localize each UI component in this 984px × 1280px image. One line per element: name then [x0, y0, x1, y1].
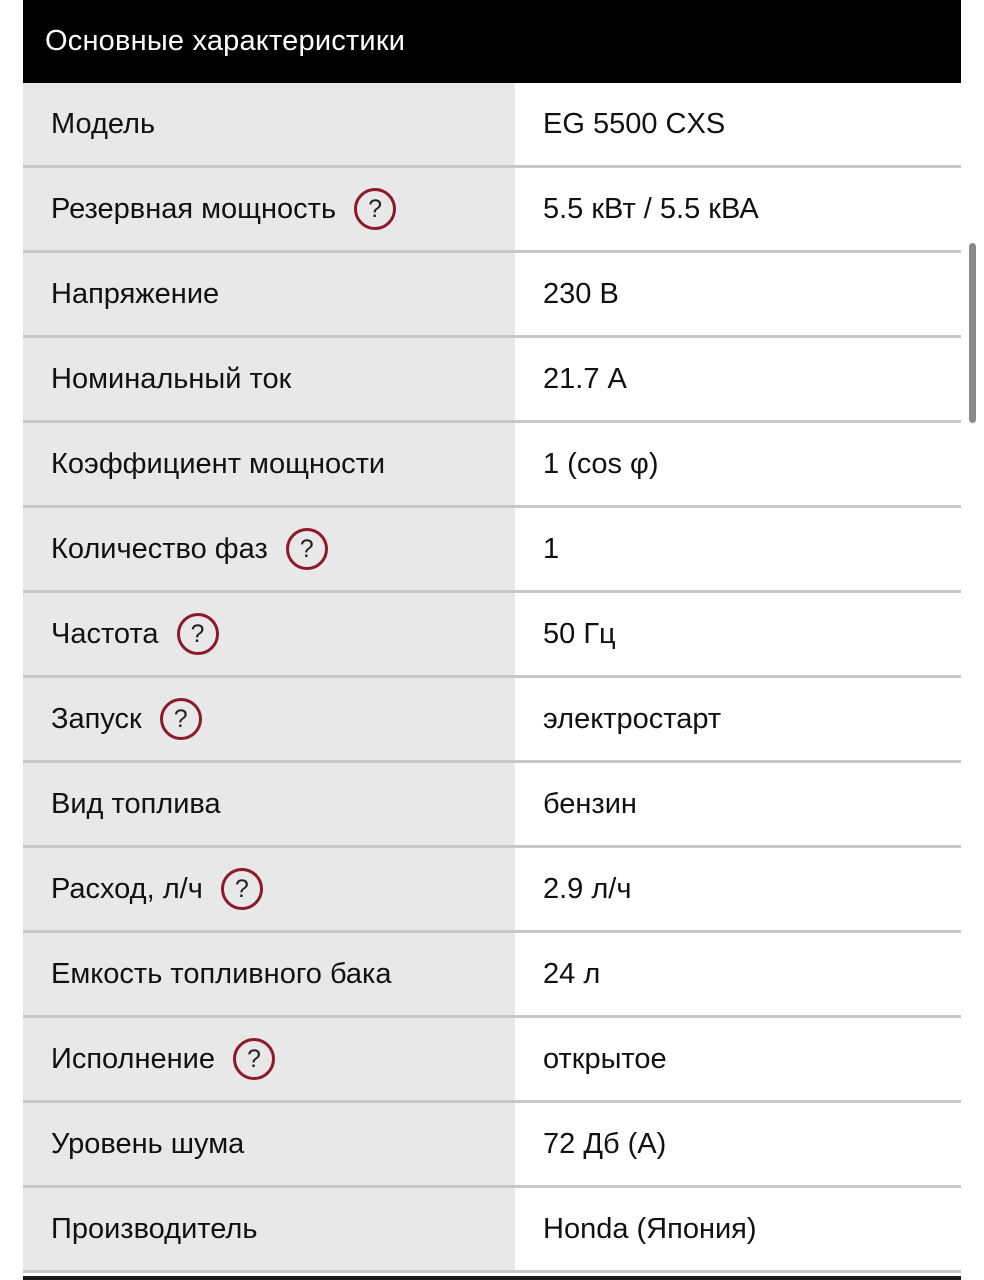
spec-value: бензин	[543, 787, 637, 820]
question-mark-icon[interactable]: ?	[160, 698, 202, 740]
spec-label: Номинальный ток	[51, 362, 292, 395]
spec-label-cell	[23, 508, 515, 590]
spec-value-cell	[515, 253, 961, 335]
spec-row	[23, 678, 961, 763]
spec-label-cell	[23, 168, 515, 250]
question-mark-icon[interactable]: ?	[177, 613, 219, 655]
spec-label-cell	[23, 593, 515, 675]
specs-table	[23, 0, 961, 1273]
spec-row	[23, 508, 961, 593]
spec-value: EG 5500 CXS	[543, 107, 726, 140]
spec-row	[23, 1103, 961, 1188]
spec-value-cell	[515, 83, 961, 165]
spec-value: 230 В	[543, 277, 619, 310]
spec-label-cell	[23, 253, 515, 335]
spec-value-cell	[515, 423, 961, 505]
spec-row	[23, 83, 961, 168]
spec-value-cell	[515, 168, 961, 250]
spec-value: 50 Гц	[543, 617, 616, 650]
spec-value: 5.5 кВт / 5.5 кВА	[543, 192, 759, 225]
spec-label: Коэффициент мощности	[51, 447, 386, 480]
specs-header	[23, 0, 961, 83]
question-mark-icon[interactable]: ?	[233, 1038, 275, 1080]
specs-rows	[23, 83, 961, 1273]
spec-label-cell	[23, 678, 515, 760]
spec-row	[23, 933, 961, 1018]
spec-value: 72 Дб (А)	[543, 1127, 667, 1160]
spec-value: открытое	[543, 1042, 667, 1075]
spec-label-cell	[23, 83, 515, 165]
spec-value-cell	[515, 933, 961, 1015]
spec-label-cell	[23, 848, 515, 930]
spec-row	[23, 848, 961, 933]
spec-value-cell	[515, 1188, 961, 1270]
spec-label-cell	[23, 1103, 515, 1185]
spec-row	[23, 168, 961, 253]
spec-value: электростарт	[543, 702, 722, 735]
spec-value-cell	[515, 593, 961, 675]
spec-label-cell	[23, 338, 515, 420]
spec-label: Количество фаз	[51, 532, 268, 565]
spec-value-cell	[515, 338, 961, 420]
question-mark-icon[interactable]: ?	[221, 868, 263, 910]
spec-row	[23, 423, 961, 508]
spec-row	[23, 338, 961, 423]
spec-row	[23, 253, 961, 338]
spec-row	[23, 1188, 961, 1273]
spec-value: 1	[543, 532, 560, 565]
spec-label: Модель	[51, 107, 156, 140]
question-mark-icon[interactable]: ?	[286, 528, 328, 570]
spec-value: 24 л	[543, 957, 601, 990]
spec-value-cell	[515, 508, 961, 590]
spec-label: Расход, л/ч	[51, 872, 203, 905]
specs-title: Основные характеристики	[45, 25, 406, 57]
spec-row	[23, 1018, 961, 1103]
spec-label-cell	[23, 1018, 515, 1100]
table-bottom-divider	[23, 1276, 961, 1280]
spec-value: Honda (Япония)	[543, 1212, 757, 1245]
spec-value-cell	[515, 678, 961, 760]
spec-value: 1 (cos φ)	[543, 447, 659, 480]
spec-value: 2.9 л/ч	[543, 872, 632, 905]
scrollbar-thumb[interactable]	[969, 243, 976, 423]
spec-value-cell	[515, 763, 961, 845]
spec-value: 21.7 А	[543, 362, 627, 395]
spec-label: Вид топлива	[51, 787, 221, 820]
spec-label-cell	[23, 423, 515, 505]
spec-label: Исполнение	[51, 1042, 215, 1075]
question-mark-icon[interactable]: ?	[354, 188, 396, 230]
spec-value-cell	[515, 1018, 961, 1100]
spec-label: Емкость топливного бака	[51, 957, 392, 990]
spec-row	[23, 763, 961, 848]
spec-label: Производитель	[51, 1212, 258, 1245]
spec-label: Запуск	[51, 702, 142, 735]
spec-label: Уровень шума	[51, 1127, 245, 1160]
spec-label: Частота	[51, 617, 159, 650]
spec-value-cell	[515, 1103, 961, 1185]
spec-label: Резервная мощность	[51, 192, 337, 225]
spec-label-cell	[23, 1188, 515, 1270]
spec-label: Напряжение	[51, 277, 220, 310]
spec-label-cell	[23, 933, 515, 1015]
spec-value-cell	[515, 848, 961, 930]
spec-row	[23, 593, 961, 678]
spec-label-cell	[23, 763, 515, 845]
